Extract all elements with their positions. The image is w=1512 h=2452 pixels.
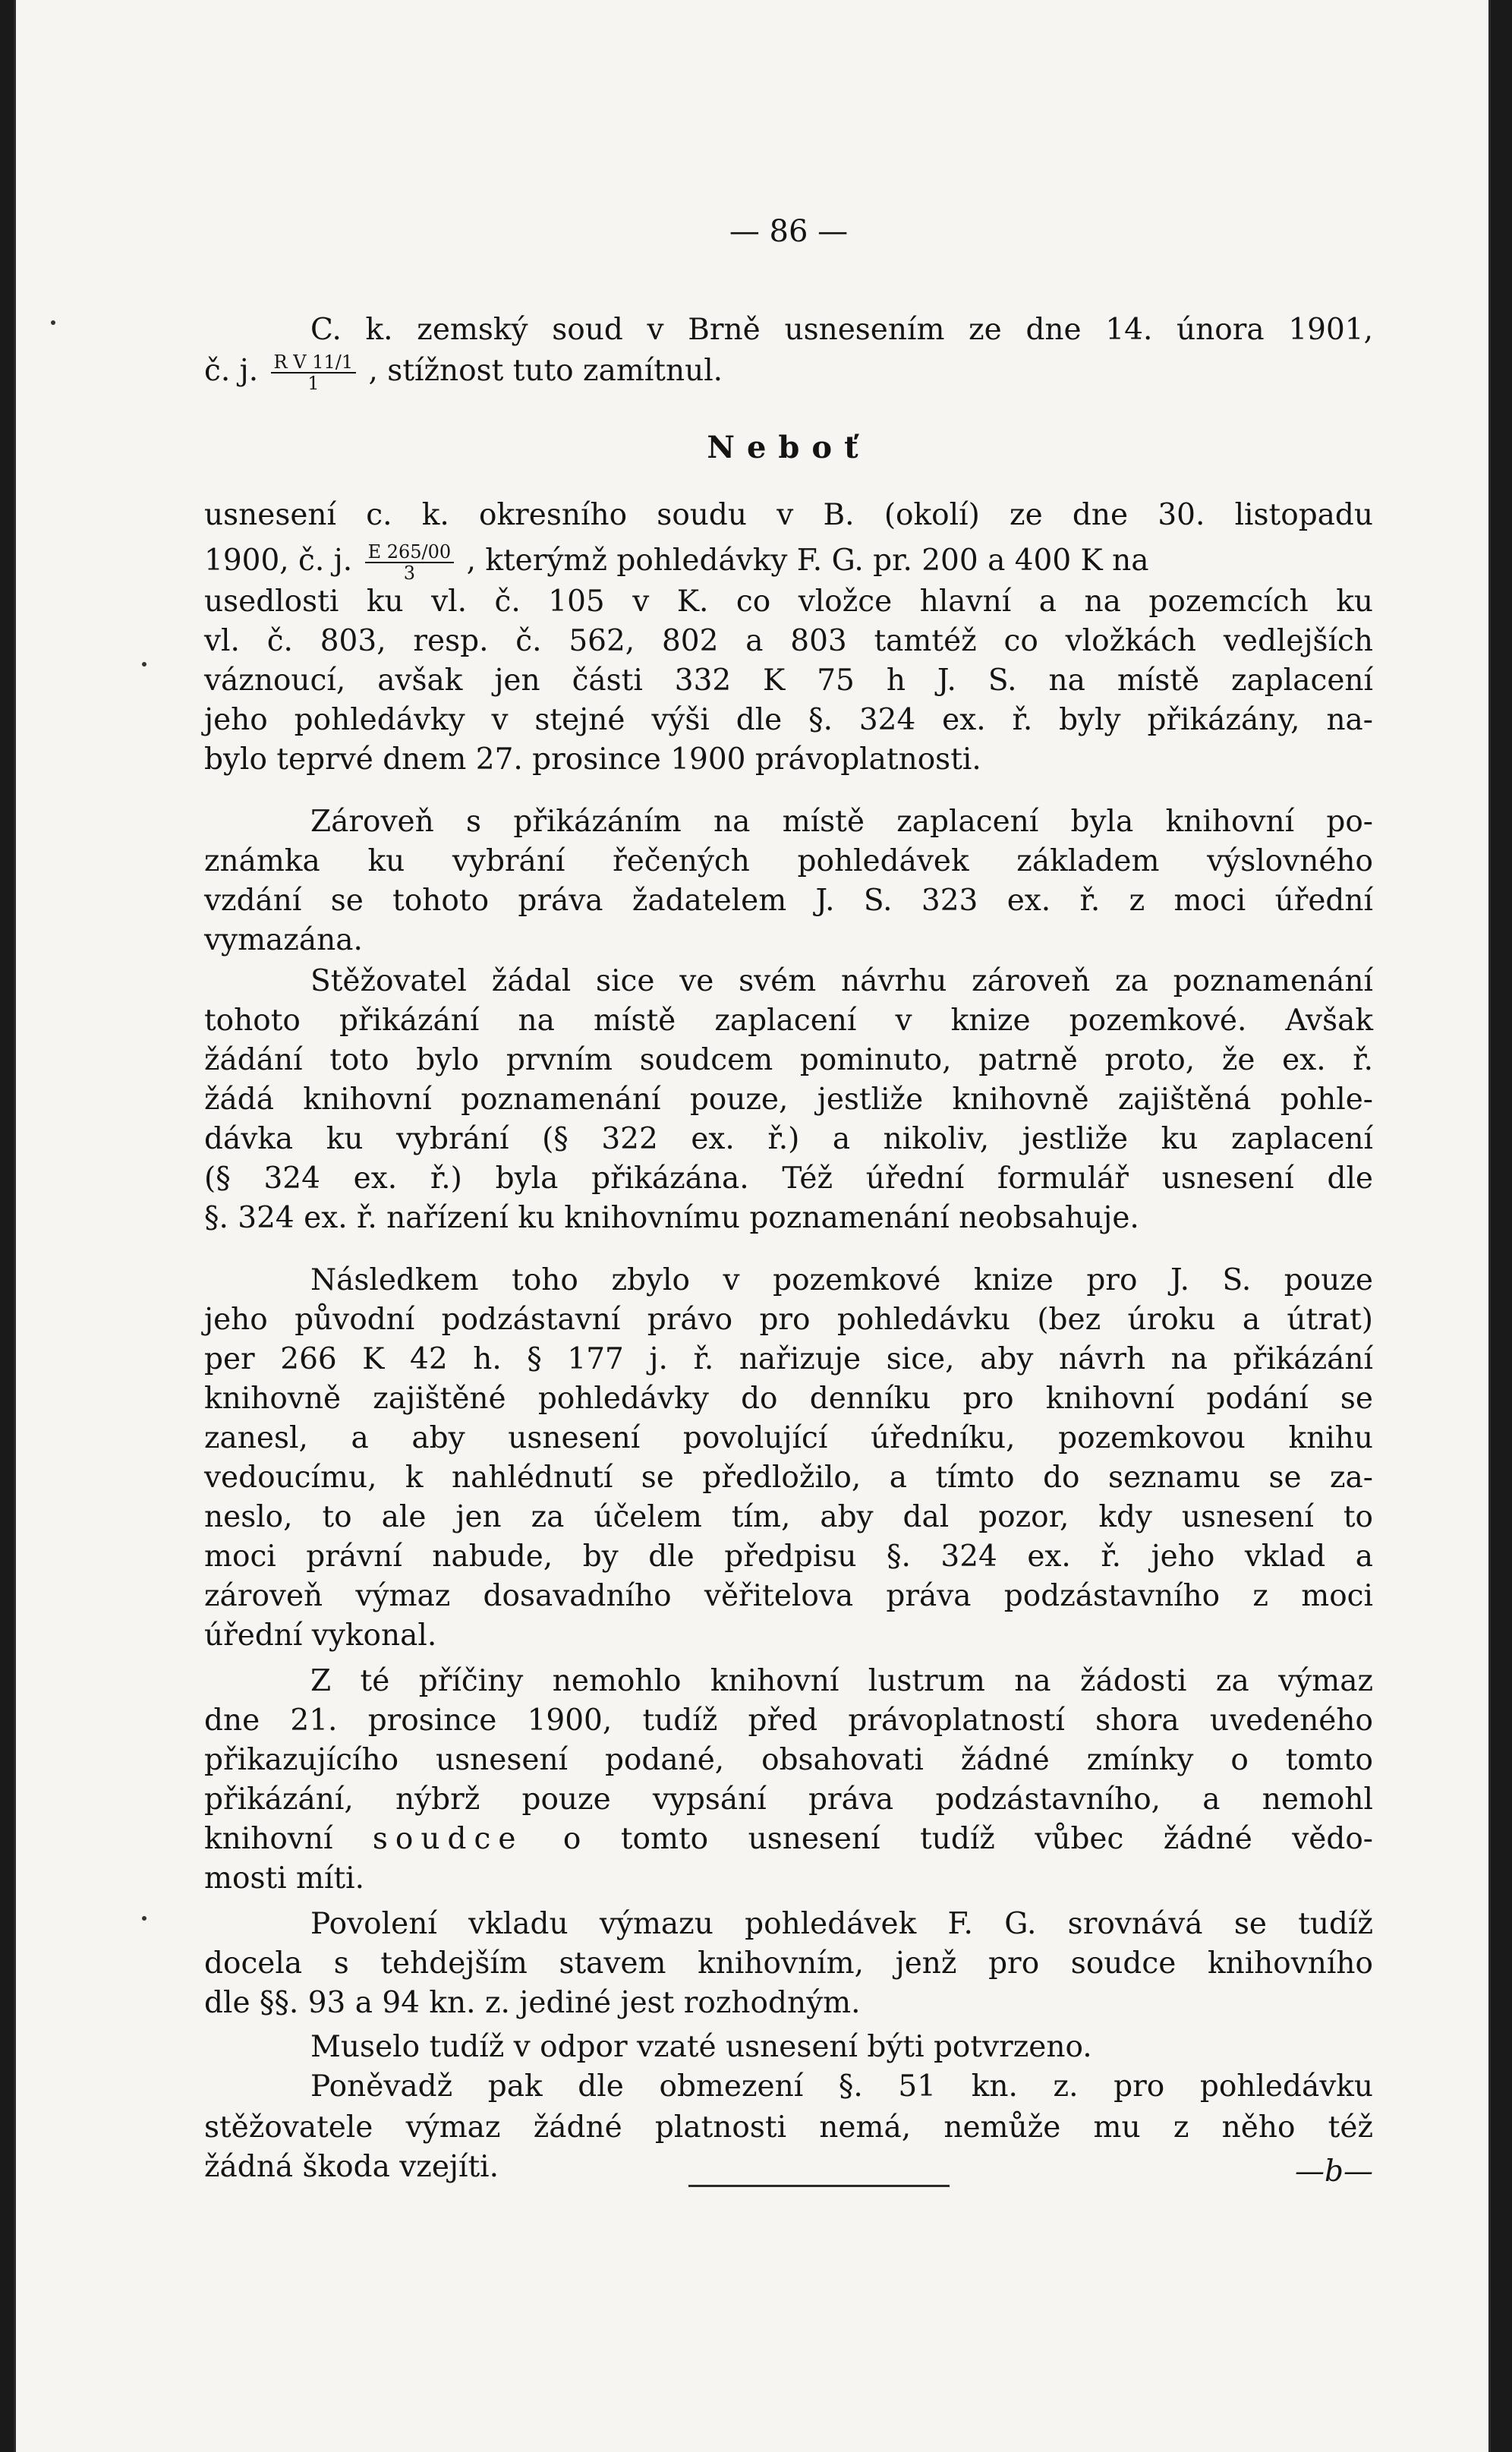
text-line: §. 324 ex. ř. nařízení ku knihovnímu poznamenání neobsahuje. (204, 1201, 1139, 1235)
text-line: přikazujícího usnesení podané, obsahovati žádné zmínky o tomto (204, 1743, 1373, 1777)
speck (51, 320, 55, 325)
text-line (204, 351, 1373, 394)
fraction-denominator: 3 (403, 563, 416, 584)
text-line: vymazána. (204, 923, 363, 957)
text-line: moci právní nabude, by dle předpisu §. 324 ex. ř. jeho vklad a (204, 1540, 1373, 1574)
text-line: knihovně zajištěné pohledávky do denníku pro knihovní podání se (204, 1382, 1373, 1416)
text-line: C. k. zemský soud v Brně usnesením ze dne 14. února 1901, (310, 313, 1373, 347)
text-line: Následkem toho zbylo v pozemkové knize pro J. S. pouze (310, 1263, 1373, 1297)
text-line: tohoto přikázání na místě zaplacení v knize pozemkové. Avšak (204, 1004, 1373, 1038)
page-number: — 86 — (729, 214, 849, 249)
text-line: bylo teprvé dnem 27. prosince 1900 právoplatnosti. (204, 742, 981, 777)
section-heading: Neboť (707, 430, 871, 465)
text-line: vl. č. 803, resp. č. 562, 802 a 803 tamtéž co vložkách vedlejších (204, 624, 1373, 658)
text-line: dne 21. prosince 1900, tudíž před právoplatností shora uvedeného (204, 1703, 1373, 1738)
text-line: Poněvadž pak dle obmezení §. 51 kn. z. pro pohledávku (310, 2069, 1373, 2104)
text-line: zároveň výmaz dosavadního věřitelova práva podzástavního z moci (204, 1579, 1373, 1613)
text-line: zanesl, a aby usnesení povolující úředníku, pozemkovou knihu (204, 1421, 1373, 1455)
text-span: , kterýmž pohledávky F. G. pr. 200 a 400 K na (466, 544, 1149, 578)
text-line: jeho pohledávky v stejné výši dle §. 324 ex. ř. byly přikázány, na- (204, 703, 1373, 737)
fraction-numerator: E 265/00 (365, 542, 455, 563)
text-span: knihovní (204, 1822, 333, 1856)
text-line: Zároveň s přikázáním na místě zaplacení byla knihovní po- (310, 805, 1373, 839)
fraction-denominator: 1 (307, 373, 320, 394)
document-page (14, 0, 1491, 2452)
text-line: Stěžovatel žádal sice ve svém návrhu zároveň za poznamenání (310, 964, 1373, 998)
text-line: jeho původní podzástavní právo pro pohledávku (bez úroku a útrat) (204, 1303, 1373, 1337)
text-line: Muselo tudíž v odpor vzaté usnesení býti potvrzeno. (310, 2030, 1092, 2064)
text-span: č. j. (204, 354, 259, 388)
text-line: per 266 K 42 h. § 177 j. ř. nařizuje sice, aby návrh na přikázání (204, 1342, 1373, 1376)
speck (142, 1916, 146, 1921)
text-line: dávka ku vybrání (§ 322 ex. ř.) a nikoliv, jestliže ku zaplacení (204, 1122, 1373, 1156)
case-number-fraction (271, 352, 357, 393)
emphasized-word: soudce (372, 1822, 524, 1856)
text-line: docela s tehdejším stavem knihovním, jenž pro soudce knihovního (204, 1946, 1373, 1981)
text-line: vedoucímu, k nahlédnutí se předložilo, a tímto do seznamu se za- (204, 1461, 1373, 1495)
text-line: žádná škoda vzejíti. (204, 2150, 499, 2184)
text-line: usnesení c. k. okresního soudu v B. (okolí) ze dne 30. listopadu (204, 498, 1373, 532)
closing-rule (688, 2185, 950, 2187)
text-line: žádá knihovní poznamenání pouze, jestliže knihovně zajištěná pohle- (204, 1083, 1373, 1117)
text-span: , stížnost tuto zamítnul. (368, 354, 723, 388)
text-line: Z té příčiny nemohlo knihovní lustrum na žádosti za výmaz (310, 1664, 1373, 1698)
text-line: mosti míti. (204, 1861, 365, 1896)
text-line: stěžovatele výmaz žádné platnosti nemá, nemůže mu z něho též (204, 2110, 1373, 2145)
text-line: přikázání, nýbrž pouze vypsání práva podzástavního, a nemohl (204, 1782, 1373, 1817)
text-line: usedlosti ku vl. č. 105 v K. co vložce hlavní a na pozemcích ku (204, 585, 1373, 619)
text-line: váznoucí, avšak jen části 332 K 75 h J. S. na místě zaplacení (204, 663, 1373, 698)
author-signature: —b— (1295, 2154, 1373, 2189)
text-line: dle §§. 93 a 94 kn. z. jediné jest rozhodným. (204, 1986, 861, 2020)
speck (142, 662, 146, 667)
text-line (204, 1822, 1373, 1857)
text-line: známka ku vybrání řečených pohledávek základem výslovného (204, 844, 1373, 878)
text-line: (§ 324 ex. ř.) byla přikázána. Též úřední formulář usnesení dle (204, 1161, 1373, 1196)
text-line: neslo, to ale jen za účelem tím, aby dal pozor, kdy usnesení to (204, 1500, 1373, 1534)
text-span: o tomto usnesení tudíž vůbec žádné vědo- (562, 1822, 1373, 1856)
text-span: 1900, č. j. (204, 544, 353, 578)
text-line (204, 541, 1373, 584)
text-line: žádání toto bylo prvním soudcem pominuto, patrně proto, že ex. ř. (204, 1043, 1373, 1077)
fraction-numerator: R V 11/1 (271, 352, 357, 373)
text-line: Povolení vkladu výmazu pohledávek F. G. srovnává se tudíž (310, 1907, 1373, 1941)
text-line: úřední vykonal. (204, 1618, 437, 1653)
text-line: vzdání se tohoto práva žadatelem J. S. 323 ex. ř. z moci úřední (204, 884, 1373, 918)
case-number-fraction (365, 542, 455, 583)
